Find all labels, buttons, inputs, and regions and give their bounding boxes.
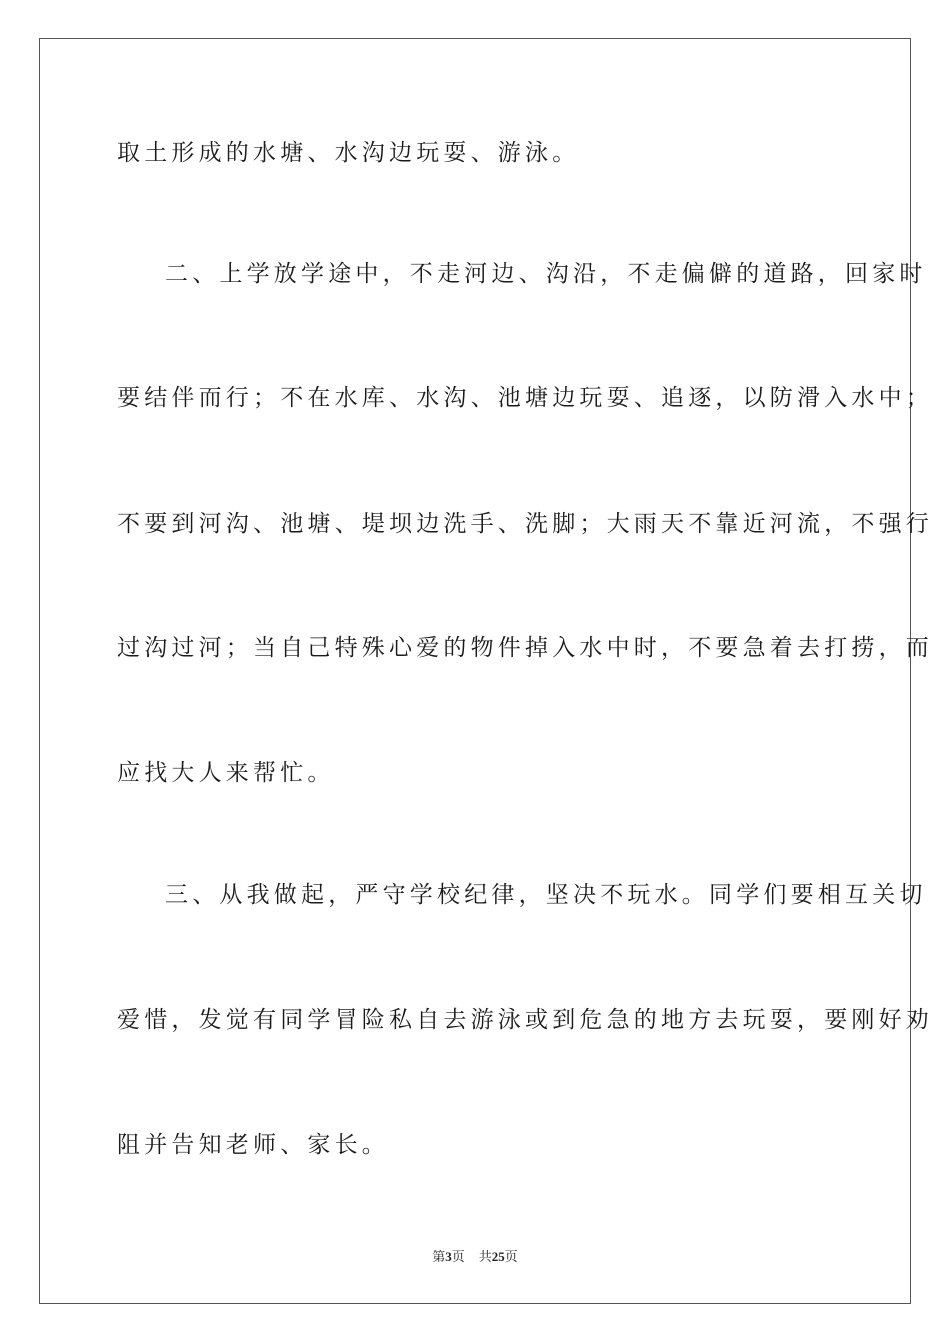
- page-border: [39, 38, 911, 1304]
- paragraph-1-line-1: 取土形成的水塘、水沟边玩耍、游泳。: [117, 140, 580, 166]
- page-footer: [0, 1248, 950, 1266]
- paragraph-2-line-3: 不要到河沟、池塘、堤坝边洗手、洗脚；大雨天不靠近河流，不强行: [117, 511, 933, 537]
- total-pages: 25: [491, 1249, 505, 1264]
- paragraph-3-line-2: 爱惜，发觉有同学冒险私自去游泳或到危急的地方去玩耍，要刚好劝: [117, 1007, 933, 1033]
- paragraph-2-line-1: 二、上学放学途中，不走河边、沟沿，不走偏僻的道路，回家时: [165, 261, 927, 287]
- paragraph-3-line-3: 阻并告知老师、家长。: [117, 1132, 389, 1158]
- page-label-prefix: 第: [432, 1249, 446, 1264]
- paragraph-3-line-1: 三、从我做起，严守学校纪律，坚决不玩水。同学们要相互关切: [165, 882, 927, 908]
- total-label-suffix: 页: [504, 1249, 518, 1264]
- paragraph-2-line-4: 过沟过河；当自己特殊心爱的物件掉入水中时，不要急着去打捞，而: [117, 635, 933, 661]
- paragraph-2-line-2: 要结伴而行；不在水库、水沟、池塘边玩耍、追逐，以防滑入水中；: [117, 385, 933, 411]
- page-label-suffix: 页: [451, 1249, 465, 1264]
- page-number: 3: [445, 1249, 452, 1264]
- total-label-prefix: 共: [478, 1249, 492, 1264]
- paragraph-2-line-5: 应找大人来帮忙。: [117, 760, 335, 786]
